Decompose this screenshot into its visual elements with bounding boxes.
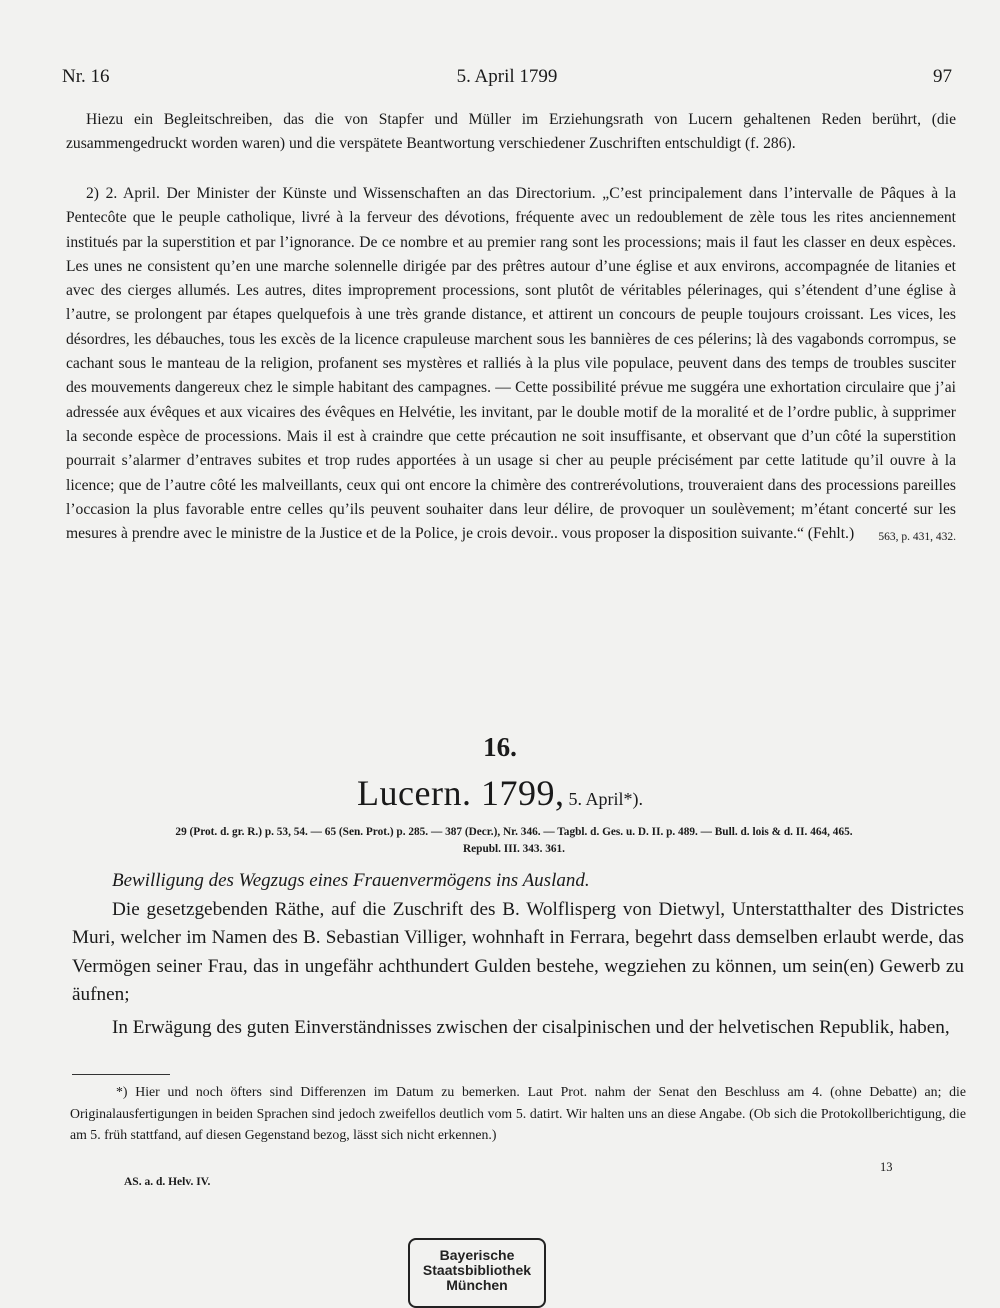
section-subject: Bewilligung des Wegzugs eines Frauenvermögens ins Ausland. <box>112 870 590 891</box>
section-number: 16. <box>483 732 517 762</box>
header-entry-number: Nr. 16 <box>62 66 110 87</box>
sheet-signature-number: 13 <box>880 1160 893 1174</box>
decree-body-paragraph-1: Die gesetzgebenden Räthe, auf die Zuschrift des B. Wolflisperg von Dietwyl, Unterstatthalter des Districtes Muri, welcher im Namen des B. Sebastian Villiger, wohnhaft in Ferrara, begehrt dass demselben erlaubt werde, das Vermögen seiner Frau, das in ungefähr achthundert Gulden bestehe, wegziehen zu können, um sein(en) Gewerb zu äufnen; <box>72 899 964 1006</box>
section-heading <box>0 772 1000 814</box>
stamp-line-3: München <box>446 1277 508 1293</box>
header-date: 5. April 1799 <box>456 66 558 87</box>
section-place-year: Lucern. 1799, <box>357 773 565 813</box>
library-stamp <box>408 1238 546 1308</box>
archive-citation: 563, p. 431, 432. <box>878 531 956 544</box>
source-references-line-2: Republ. III. 343. 361. <box>462 842 565 855</box>
previous-entry-paragraph-2 <box>66 182 956 543</box>
decree-body-paragraph-2: In Erwägung des guten Einverständnisses zwischen der cisalpinischen und der helvetischen Republik, haben, <box>112 1017 950 1038</box>
source-references <box>78 824 950 857</box>
source-references-line-1: 29 (Prot. d. gr. R.) p. 53, 54. — 65 (Sen. Prot.) p. 285. — 387 (Decr.), Nr. 346. — Tagbl. d. Ges. u. D. II. p. 489. — Bull. d. lois & d. II. 464, 465. <box>175 826 853 838</box>
minister-letter-text: 2) 2. April. Der Minister der Künste und Wissenschaften an das Directorium. „C’est principalement dans l’intervalle de Pâques à la Pentecôte que le peuple catholique, livré à la ferveur des dévotions, fréquente avec un redoublement de zèle tous les rites anciennement institués par la superstition et par l’ignorance. De ce nombre et au premier rang sont les processions; mais il faut les classer en deux espèces. Les unes ne consistent qu’en une marche solennelle dirigée par des prêtres autour d’une église et aux environs, accompagnée de litanies et avec des cierges allumés. Les autres, dites improprement processions, sont plutôt de véritables pélerinages, qui s’étendent d’une église à l’autre, se prolongent par étapes quelquefois à une très grande distance, et attirent un concours de peuple toujours croissant. Les vices, les désordres, les débauches, tous les excès de la licence crapuleuse marchent sous les bannières de ces pélerins; là des vagabonds corrompus, se cachant sous le manteau de la religion, profanent ses mystères et ralliés à la plus vile populace, peuvent dans des temps de troubles susciter des mouvements dangereux chez le simple habitant des campagnes. — Cette possibilité prévue me suggéra une exhortation circulaire que j’ai adressée aux évêques et aux vicaires des évêques en Helvétie, les invitant, par le double motif de la moralité et de l’ordre public, à supprimer la seconde espèce de processions. Mais il est à craindre que cette précaution ne soit insuffisante, et observant que d’un côté la superstition pourrait s’alarmer d’entraves subites et trop rudes apportées à un usage si cher au peuple précisément par cette latitude qu’il ouvre à la licence; que de l’autre côté les malveillants, ceux qui ont encore la chimère des contrerévolutions, trouveraient dans des processions pareilles l’occasion la plus favorable entre celles qu’ils peuvent souhaiter dans leur délire, de provoquer un soulèvement; m’étant concerté sur les mesures à prendre avec le ministre de la Justice et de la Police, je crois devoir.. vous proposer la disposition suivante.“ (Fehlt.) <box>66 185 956 543</box>
stamp-line-1: Bayerische <box>439 1247 515 1263</box>
page-number: 97 <box>933 66 952 87</box>
section-date: 5. April*). <box>568 789 643 809</box>
footnote-rule <box>72 1074 170 1075</box>
stamp-line-2: Staatsbibliothek <box>422 1262 532 1278</box>
series-signature: AS. a. d. Helv. IV. <box>124 1176 211 1188</box>
previous-entry-paragraph-1: Hiezu ein Begleitschreiben, das die von Stapfer und Müller im Erziehungsrath von Lucern gehaltenen Reden berührt, (die zusammengedruckt worden waren) und die verspätete Beantwortung verschiedener Zuschriften entschuldigt (f. 286). <box>66 111 956 153</box>
footnote: *) Hier und noch öfters sind Differenzen im Datum zu bemerken. Laut Prot. nahm der Senat den Beschluss am 4. (ohne Debatte) an; die Originalausfertigungen in beiden Sprachen sind jedoch zweifellos deutlich vom 5. datirt. Wir halten uns an diese Angabe. (Ob sich die Protokollberichtigung, die am 5. früh stattfand, auf diesen Gegenstand bezog, lässt sich nicht erkennen.) <box>70 1084 966 1142</box>
running-header <box>62 66 952 94</box>
